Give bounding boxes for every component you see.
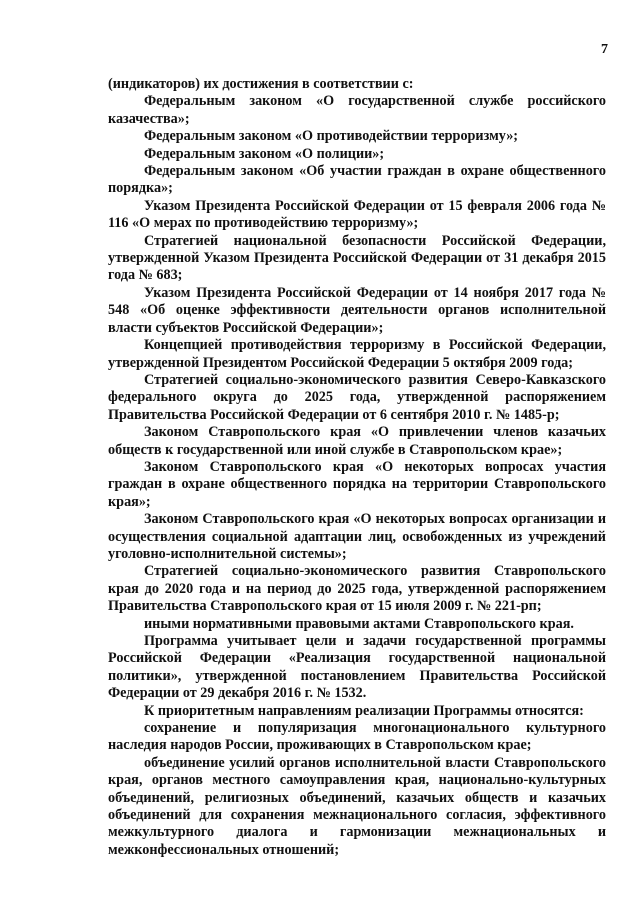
paragraph: иными нормативными правовыми актами Ставропольского края. bbox=[144, 615, 574, 632]
paragraph: Федеральным законом «О полиции»; bbox=[144, 145, 385, 162]
paragraph: Стратегией социально-экономического развития Ставропольского края до 2020 года и на период до 2025 года, утвержденной распоряжением Правительства Ставропольского края от 15 июля 2009 г. № 221-рп; bbox=[108, 563, 606, 615]
document-body bbox=[108, 76, 606, 859]
paragraph: Федеральным законом «Об участии граждан в охране общественного порядка»; bbox=[108, 163, 606, 197]
paragraph: Федеральным законом «О государственной службе российского казачества»; bbox=[108, 93, 606, 127]
paragraph: Указом Президента Российской Федерации от 14 ноября 2017 года № 548 «Об оценке эффективности деятельности органов исполнительной власти субъектов Российской Федерации»; bbox=[108, 284, 606, 336]
paragraph: Законом Ставропольского края «О некоторых вопросах организации и осуществления социальной адаптации лиц, освобожденных из учреждений уголовно-исполнительной системы»; bbox=[108, 511, 606, 562]
page-number: 7 bbox=[601, 42, 608, 57]
paragraph: Программа учитывает цели и задачи государственной программы Российской Федерации «Реализация государственной национальной политики», утвержденной постановлением Правительства Российской Федерации от 29 декабря 2016 г. № 1532. bbox=[108, 633, 606, 702]
paragraph: Федеральным законом «О противодействии терроризму»; bbox=[144, 128, 519, 145]
paragraph: (индикаторов) их достижения в соответствии с: bbox=[108, 76, 414, 92]
paragraph: Законом Ставропольского края «О некоторых вопросах участия граждан в охране общественного порядка на территории Ставропольского края»; bbox=[108, 458, 606, 510]
paragraph: Стратегией национальной безопасности Российской Федерации, утвержденной Указом Президента Российской Федерации от 31 декабря 2015 года № 683; bbox=[108, 232, 606, 284]
paragraph: Стратегией социально-экономического развития Северо-Кавказского федерального округа до 2025 года, утвержденной распоряжением Правительства Российской Федерации от 6 сентября 2010 г. № 1485-р; bbox=[108, 371, 606, 423]
paragraph: сохранение и популяризация многонационального культурного наследия народов России, проживающих в Ставропольском крае; bbox=[108, 720, 606, 754]
paragraph: К приоритетным направлениям реализации Программы относятся: bbox=[144, 702, 584, 719]
paragraph: Концепцией противодействия терроризму в Российской Федерации, утвержденной Президентом Российской Федерации 5 октября 2009 года; bbox=[108, 337, 606, 371]
paragraph: Указом Президента Российской Федерации от 15 февраля 2006 года № 116 «О мерах по противодействию терроризму»; bbox=[108, 197, 606, 232]
paragraph: объединение усилий органов исполнительной власти Ставропольского края, органов местного самоуправления края, национально-культурных объединений, религиозных объединений, казачьих обществ и казачьих объединений для сохранения межнационального согласия, эффективного межкультурного диалога и гармонизации межнациональных и межконфессиональных отношений; bbox=[108, 754, 606, 858]
paragraph: Законом Ставропольского края «О привлечении членов казачьих обществ к государственной или иной службе в Ставропольском крае»; bbox=[108, 424, 606, 458]
